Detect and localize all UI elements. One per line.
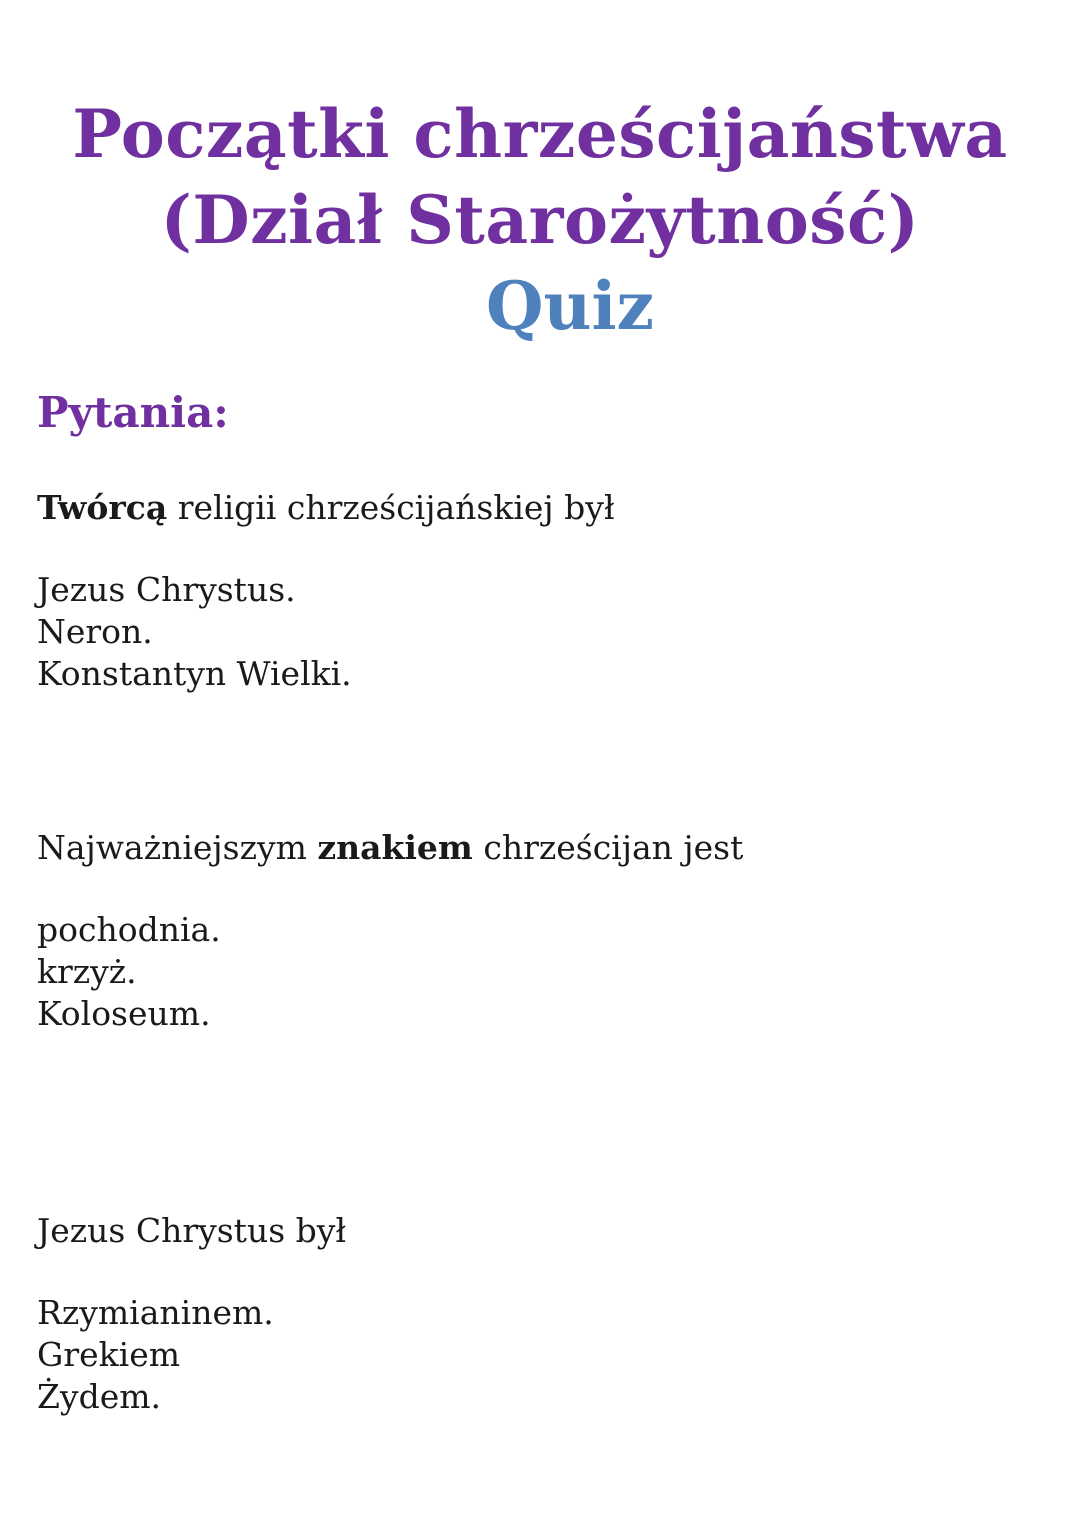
answer-option: Koloseum. xyxy=(37,994,211,1033)
question-3-before: Jezus Chrystus był xyxy=(37,1211,347,1250)
answer-option: Jezus Chrystus. xyxy=(37,570,296,609)
question-text-1 xyxy=(37,487,1037,529)
title-line-2: (Dział Starożytność) xyxy=(160,181,920,260)
question-1-keyword: Twórcą xyxy=(37,488,168,527)
answer-option: Neron. xyxy=(37,612,153,651)
section-heading-questions: Pytania: xyxy=(37,388,229,437)
document-title xyxy=(0,91,1080,349)
answer-options-1 xyxy=(37,569,1037,695)
question-2-before: Najważniejszym xyxy=(37,828,318,867)
answer-option: krzyż. xyxy=(37,952,137,991)
answer-option: Grekiem xyxy=(37,1335,181,1374)
answer-options-2 xyxy=(37,909,1037,1035)
question-2-keyword: znakiem xyxy=(317,828,473,867)
question-text-2 xyxy=(37,827,1037,869)
title-quiz-label: Quiz xyxy=(485,267,655,346)
question-2-rest: chrześcijan jest xyxy=(472,828,744,867)
answer-options-3 xyxy=(37,1292,1037,1418)
title-line-1: Początki chrześcijaństwa xyxy=(72,95,1008,174)
answer-option: Konstantyn Wielki. xyxy=(37,654,352,693)
question-block-2 xyxy=(37,827,1037,1035)
question-block-1 xyxy=(37,487,1037,695)
question-1-rest: religii chrześcijańskiej był xyxy=(167,488,615,527)
question-text-3 xyxy=(37,1210,1037,1252)
answer-option: Rzymianinem. xyxy=(37,1293,274,1332)
answer-option: Żydem. xyxy=(37,1377,162,1416)
answer-option: pochodnia. xyxy=(37,910,221,949)
question-block-3 xyxy=(37,1210,1037,1418)
